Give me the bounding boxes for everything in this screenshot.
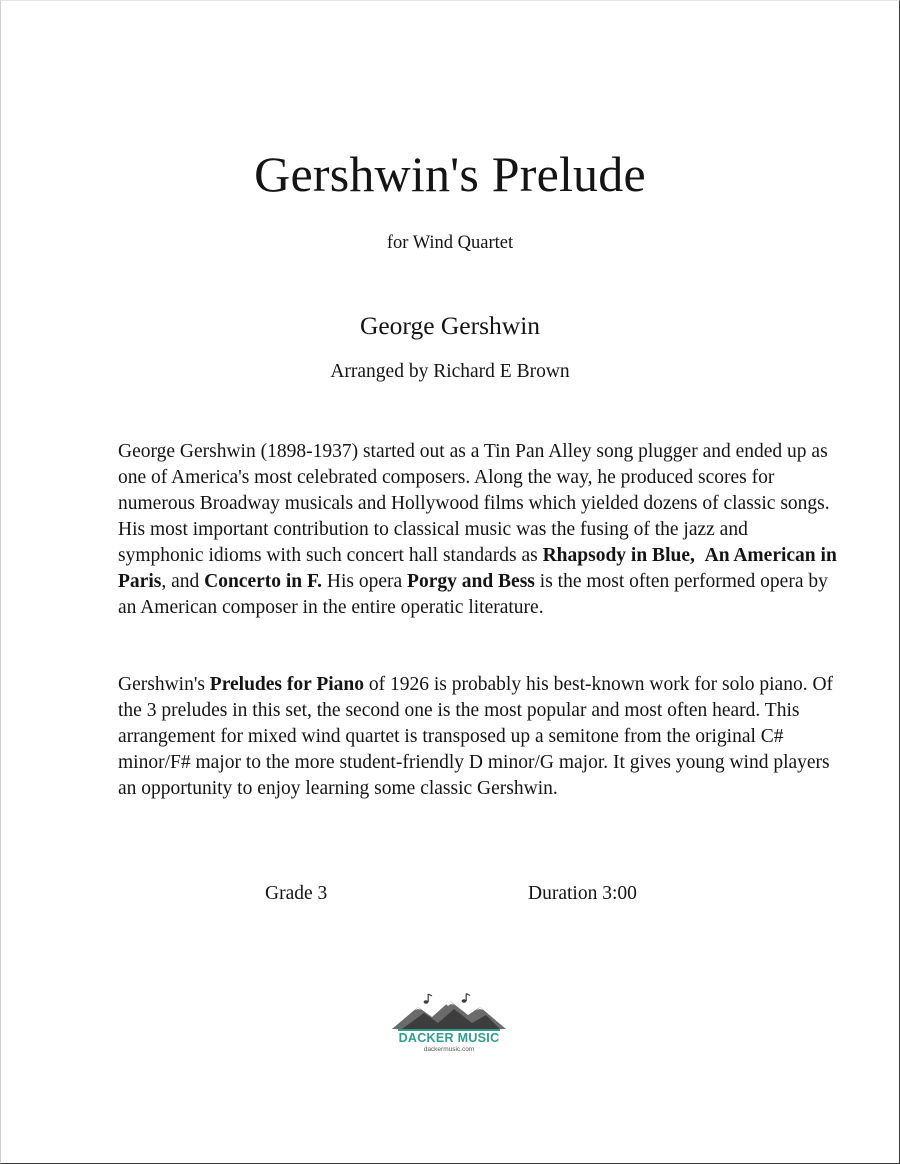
work-title-concerto: Concerto in F. — [204, 571, 323, 592]
text-run: His opera — [322, 571, 408, 592]
text-run: Gershwin's — [118, 674, 210, 695]
text-run: George Gershwin (1898-1937) started out as a Tin Pan Alley song plugger and ended up as one of America's most celebrated composers. Along the way, he produced scores for numerous Broadway musicals and Hollywood films which yielded dozens of classic songs. His most important contribution to classical music was the fusing of the jazz and symphonic idioms with such concert hall standards as — [118, 441, 830, 566]
work-title-preludes: Preludes for Piano — [209, 674, 364, 695]
composer-name: George Gershwin — [359, 311, 541, 340]
text-run — [695, 545, 705, 566]
duration-label: Duration 3:00 — [528, 883, 637, 904]
text-run: , and — [161, 571, 205, 592]
biography-paragraph — [118, 439, 838, 621]
text-run: of 1926 is probably his best-known work for solo piano. Of the 3 preludes in this set, the second one is the most popular and most often heard. This arrangement for mixed wind quartet is transposed up a semitone from the original C# minor/F# major to the more student-friendly D minor/G major. It gives young wind players an opportunity to enjoy learning some classic Gershwin. — [118, 674, 834, 799]
grade-label: Grade 3 — [265, 883, 328, 904]
arranger-credit: Arranged by Richard E Brown — [330, 361, 570, 382]
arrangement-paragraph — [118, 672, 838, 802]
work-title-porgy-and-bess: Porgy and Bess — [407, 571, 535, 592]
publisher-logo — [388, 993, 510, 1063]
work-title-american-in-paris: An American in Paris — [118, 545, 837, 592]
mountain-notes-icon — [388, 993, 510, 1033]
logo-url: dackermusic.com — [423, 1046, 475, 1053]
logo-wordmark: DACKER MUSIC — [398, 1031, 500, 1045]
subtitle: for Wind Quartet — [386, 233, 514, 253]
work-title-rhapsody: Rhapsody in Blue, — [542, 545, 695, 566]
page-title: Gershwin's Prelude — [254, 146, 646, 202]
text-run: is the most often performed opera by an American composer in the entire operatic literature. — [118, 571, 828, 618]
